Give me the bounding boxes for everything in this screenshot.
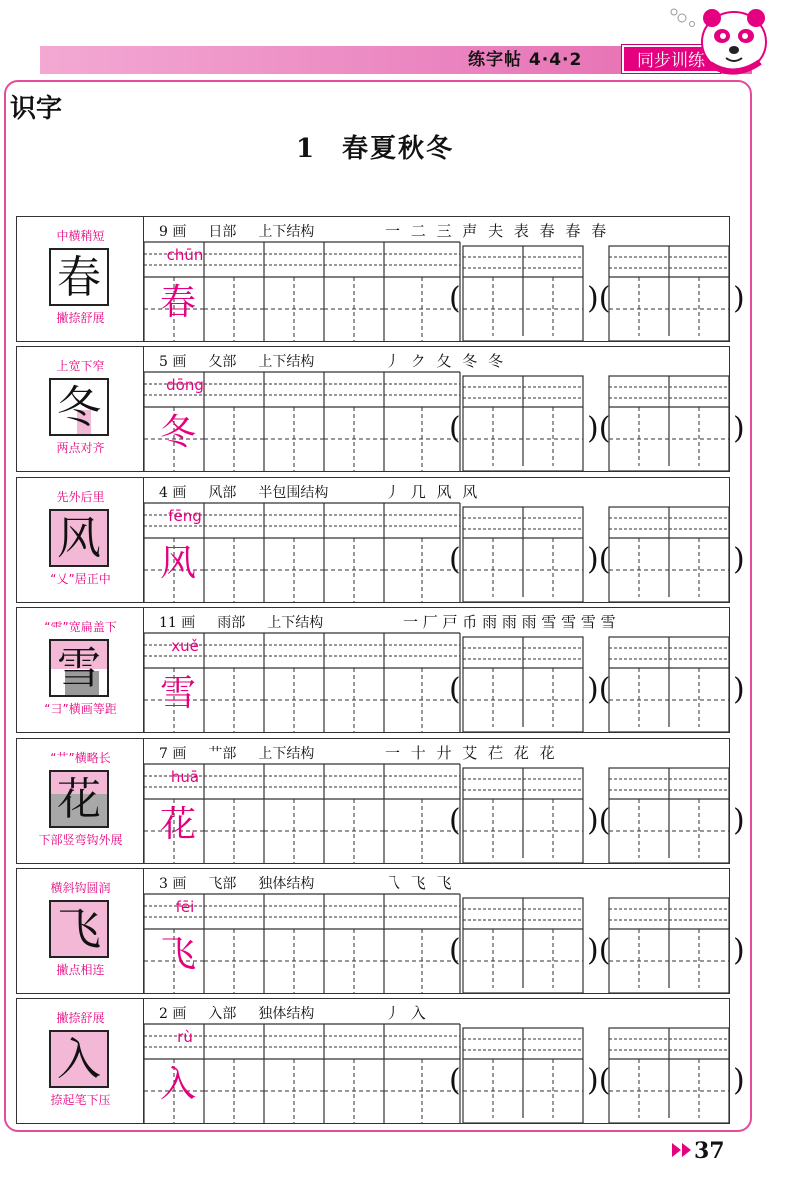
radical: 入部 (208, 1006, 237, 1022)
char-row-3 (16, 477, 745, 603)
stroke-order: 乁 飞 飞 (385, 874, 455, 892)
model-character: 春 (57, 252, 101, 303)
structure: 上下结构 (258, 746, 315, 762)
model-character: 风 (57, 513, 101, 564)
radical: 夂部 (208, 354, 237, 370)
bracket: ) (733, 1063, 745, 1098)
radical: 艹部 (208, 746, 237, 762)
structure: 上下结构 (258, 224, 315, 240)
tip-bottom: “彐”横画等距 (44, 702, 117, 716)
char-row-4 (16, 607, 745, 733)
page-number: 37 (694, 1138, 725, 1164)
tip-top: “⻗”宽扁盖下 (44, 620, 117, 634)
trace-character: 入 (159, 1064, 196, 1105)
bracket: ) (733, 803, 745, 838)
trace-character: 冬 (159, 412, 196, 453)
tip-top: “艹”横略长 (50, 751, 111, 765)
lesson-title (0, 128, 750, 165)
radical: 日部 (208, 224, 237, 240)
model-character: 入 (57, 1034, 101, 1085)
stroke-order: 丿 ク 夂 冬 冬 (385, 352, 507, 370)
stroke-order: 一 厂 戸 币 雨 雨 雨 雪 雪 雪 雪 (403, 613, 616, 631)
structure: 半包围结构 (258, 485, 329, 501)
bracket: )( (587, 281, 611, 316)
pinyin: fēng (168, 507, 202, 525)
writing-grid (17, 999, 729, 1123)
bracket: )( (587, 933, 611, 968)
stroke-count: 3 画 (159, 876, 187, 892)
tip-top: 上宽下窄 (56, 359, 105, 373)
bracket: ) (733, 672, 745, 707)
trace-character: 飞 (159, 934, 196, 975)
model-character: 飞 (57, 904, 101, 955)
stroke-count: 7 画 (159, 746, 187, 762)
tip-top: 中横稍短 (56, 229, 105, 243)
tip-bottom: 两点对齐 (56, 441, 105, 455)
bracket: )( (587, 1063, 611, 1098)
stroke-count: 4 画 (159, 485, 187, 501)
char-row-2 (16, 346, 745, 472)
bracket: ) (733, 933, 745, 968)
stroke-order: 一 十 廾 艾 芢 花 花 (385, 744, 558, 762)
bracket: ( (449, 1063, 461, 1098)
stroke-count: 9 画 (159, 224, 187, 240)
tip-top: 先外后里 (56, 490, 105, 504)
tip-bottom: 下部竖弯钩外展 (38, 833, 123, 847)
char-row-5 (16, 738, 745, 864)
pinyin: xuě (171, 637, 199, 655)
structure: 独体结构 (258, 876, 315, 892)
bracket: ( (449, 411, 461, 446)
lesson-name: 春夏秋冬 (342, 134, 455, 164)
lesson-number: 1 (295, 134, 317, 164)
stroke-order: 丿 入 (385, 1004, 429, 1022)
tip-top: 撇捺舒展 (56, 1011, 105, 1025)
stroke-count: 11 画 (159, 615, 196, 631)
pinyin: huā (170, 768, 200, 786)
writing-grid (17, 217, 729, 341)
bracket: )( (587, 672, 611, 707)
model-character: 冬 (57, 382, 101, 433)
char-row-1 (16, 216, 745, 342)
bracket: ( (449, 803, 461, 838)
bracket: ( (449, 542, 461, 577)
trace-character: 雪 (159, 673, 196, 714)
structure: 独体结构 (258, 1006, 315, 1022)
radical: 雨部 (217, 615, 246, 631)
bracket: ) (733, 542, 745, 577)
model-character: 雪 (57, 643, 101, 694)
bracket: ( (449, 672, 461, 707)
structure: 上下结构 (267, 615, 324, 631)
tip-bottom: 撇点相连 (56, 963, 105, 977)
radical: 风部 (208, 485, 237, 501)
writing-grid (17, 478, 729, 602)
trace-character: 春 (159, 282, 196, 323)
trace-character: 花 (159, 804, 196, 845)
stroke-order: 一 二 三 声 夫 表 春 春 春 (385, 222, 610, 240)
writing-grid (17, 347, 729, 471)
stroke-order: 丿 几 风 风 (385, 483, 481, 501)
double-chevron-right-icon (672, 1141, 694, 1159)
tip-bottom: 撇捺舒展 (56, 311, 105, 325)
bracket: ) (733, 411, 745, 446)
stroke-count: 5 画 (159, 354, 187, 370)
writing-grid (17, 608, 729, 732)
pinyin: dōng (166, 376, 204, 394)
pinyin: chūn (166, 246, 204, 264)
model-character: 花 (57, 774, 101, 825)
header-badge: 同步训练 (622, 45, 720, 73)
structure: 上下结构 (258, 354, 315, 370)
writing-grid (17, 869, 729, 993)
bracket: )( (587, 411, 611, 446)
char-row-7 (16, 998, 745, 1124)
stroke-count: 2 画 (159, 1006, 187, 1022)
bracket: ( (449, 933, 461, 968)
pinyin: rù (177, 1028, 193, 1046)
tip-bottom: 捺起笔下压 (50, 1093, 111, 1107)
pinyin: fēi (175, 898, 195, 916)
panda-mascot-icon (662, 0, 772, 76)
bracket: )( (587, 803, 611, 838)
radical: 飞部 (208, 876, 237, 892)
trace-character: 风 (159, 543, 196, 584)
bracket: )( (587, 542, 611, 577)
bracket: ) (733, 281, 745, 316)
section-heading: 识字 (10, 94, 63, 124)
tip-top: 横斜钩圆润 (50, 881, 111, 895)
char-row-6 (16, 868, 745, 994)
header-title: 练字帖 4·4·2 (468, 50, 583, 70)
bracket: ( (449, 281, 461, 316)
writing-grid (17, 739, 729, 863)
tip-bottom: “乂”居正中 (50, 572, 111, 586)
